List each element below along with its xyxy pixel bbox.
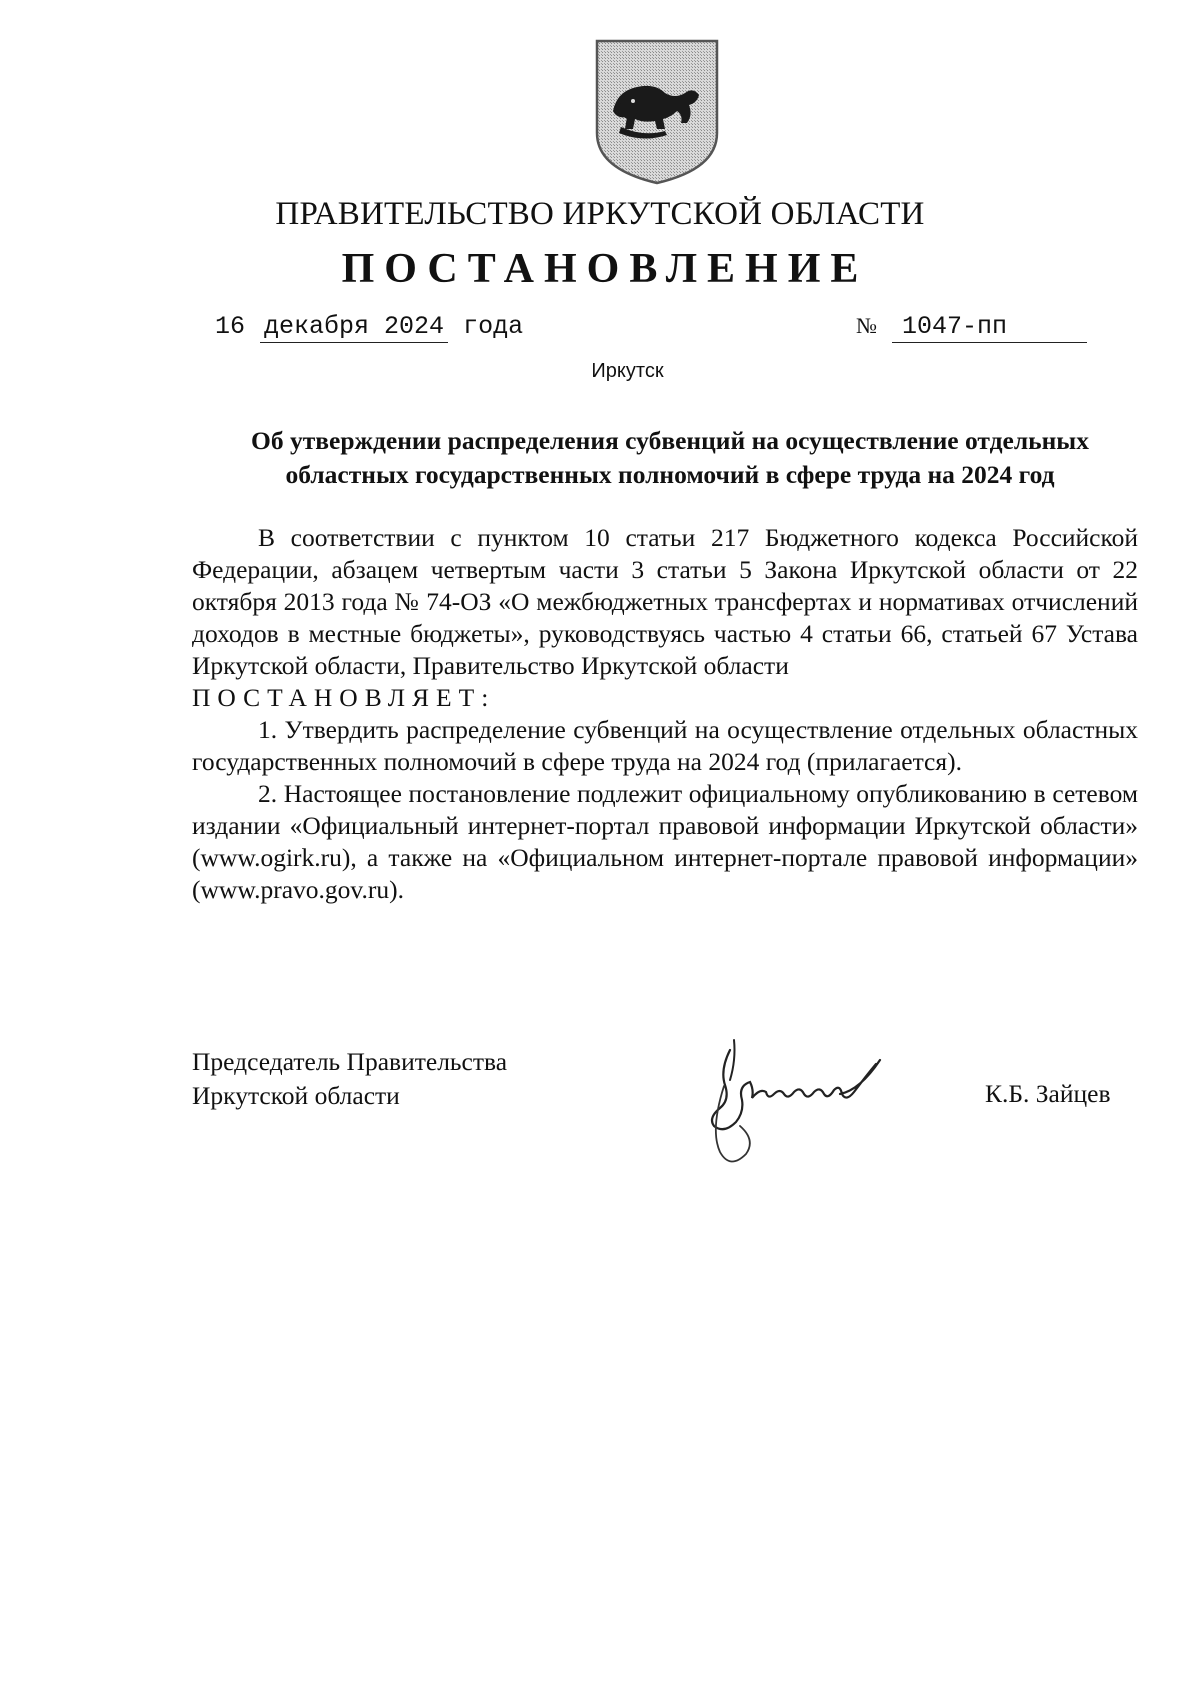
- document-title: [190, 424, 1150, 492]
- title-line-1: Об утверждении распределения субвенций на осуществление отдельных: [251, 426, 1089, 455]
- signer-name: К.Б. Зайцев: [985, 1079, 1111, 1108]
- signer-position-line-2: Иркутской области: [192, 1081, 400, 1110]
- number-value: 1047-пп: [892, 313, 1087, 343]
- document-number: [856, 312, 1087, 343]
- document-body: [192, 522, 1138, 906]
- document-type: ПОСТАНОВЛЕНИЕ: [341, 246, 869, 292]
- organization-name: ПРАВИТЕЛЬСТВО ИРКУТСКОЙ ОБЛАСТИ: [275, 196, 925, 232]
- preamble-paragraph: В соответствии с пунктом 10 статьи 217 Бюджетного кодекса Российской Федерации, абзацем четвертым части 3 статьи 5 Закона Иркутской области от 22 октября 2013 года № 74-ОЗ «О межбюджетных трансфертах и нормативах отчислений доходов в местные бюджеты», руководствуясь частью 4 статьи 66, статьей 67 Устава Иркутской области, Правительство Иркутской области: [192, 523, 1138, 680]
- date-year-word: года: [463, 312, 524, 341]
- number-sign: №: [856, 313, 877, 338]
- signature-icon: [690, 1030, 950, 1180]
- item-2-paragraph: 2. Настоящее постановление подлежит официальному опубликованию в сетевом издании «Официальный интернет-портал правовой информации Иркутской области» (www.ogirk.ru), а также на «Официальном интернет-портале правовой информации» (www.pravo.gov.ru).: [192, 779, 1138, 904]
- resolves-heading: ПОСТАНОВЛЯЕТ:: [192, 683, 496, 712]
- signer-position: [192, 1045, 507, 1113]
- date-month-year: декабря 2024: [260, 313, 448, 343]
- title-line-2: областных государственных полномочий в сфере труда на 2024 год: [285, 460, 1055, 489]
- document-date: [215, 312, 523, 343]
- signer-position-line-1: Председатель Правительства: [192, 1047, 508, 1076]
- date-day: 16: [215, 312, 246, 341]
- coat-of-arms-icon: [593, 37, 721, 187]
- item-1-paragraph: 1. Утвердить распределение субвенций на осуществление отдельных областных государственных полномочий в сфере труда на 2024 год (прилагается).: [192, 715, 1138, 776]
- document-city: Иркутск: [591, 360, 664, 382]
